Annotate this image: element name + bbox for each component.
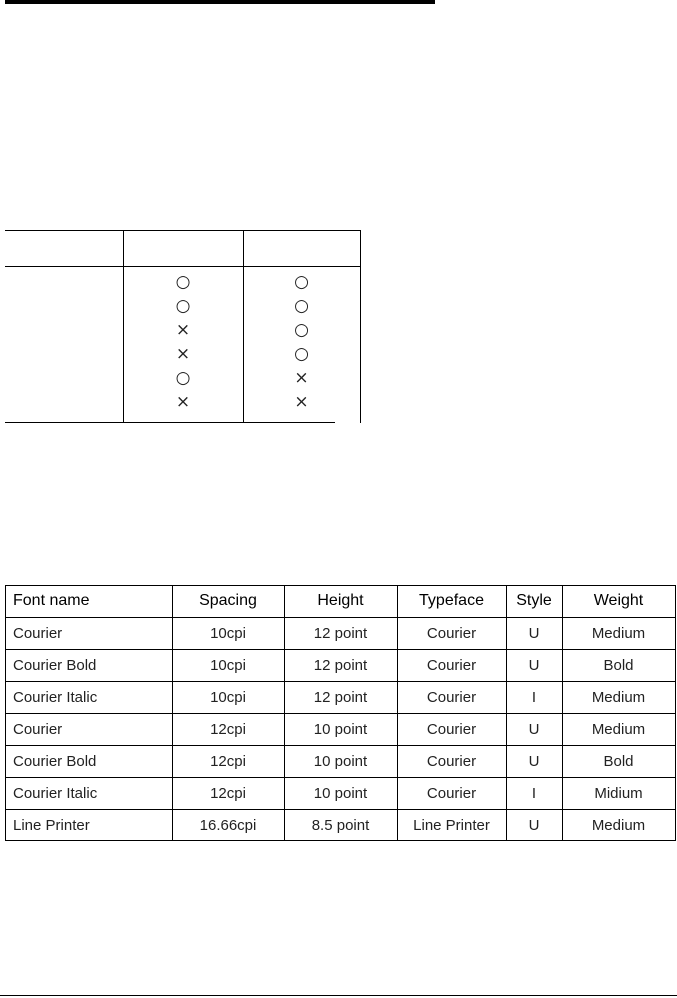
bottom-rule <box>0 995 677 996</box>
mark-table-row <box>5 390 361 414</box>
cell-spacing: 10cpi <box>210 656 246 674</box>
circle-mark: ○ <box>175 368 191 388</box>
cross-mark: × <box>294 392 309 412</box>
row-label <box>5 318 123 342</box>
circle-mark: ○ <box>294 272 309 292</box>
cell-style: U <box>528 720 540 738</box>
row-label <box>5 366 123 390</box>
font-table-row <box>5 681 676 713</box>
header-style: Style <box>516 592 552 609</box>
cell-font-name: Courier Bold <box>13 656 97 674</box>
cell-spacing: 10cpi <box>210 688 246 706</box>
font-table-row <box>5 745 676 777</box>
cell-spacing: 12cpi <box>210 752 246 770</box>
cell-spacing: 16.66cpi <box>199 816 257 834</box>
mark-table-header-cell <box>5 236 123 260</box>
cell-weight: Medium <box>591 720 646 738</box>
font-table-row <box>5 809 676 841</box>
mark-table-header-cell <box>123 236 243 260</box>
cell-style: U <box>528 624 540 642</box>
cell-height: 12 point <box>313 624 368 642</box>
mark-table-row <box>5 270 361 294</box>
cell-typeface: Courier <box>426 656 477 674</box>
row-label <box>5 294 123 318</box>
mark-table-header-cell <box>243 236 360 260</box>
cell-font-name: Courier <box>13 624 63 642</box>
cell-font-name: Courier Italic <box>13 784 98 802</box>
mark-table-row <box>5 294 361 318</box>
cell-spacing: 12cpi <box>210 784 246 802</box>
cell-style: U <box>528 816 540 834</box>
cell-style: U <box>528 656 540 674</box>
cell-height: 8.5 point <box>311 816 370 834</box>
cross-mark: × <box>294 368 309 388</box>
cell-height: 10 point <box>313 752 368 770</box>
cross-mark: × <box>175 320 191 340</box>
cell-typeface: Courier <box>426 688 477 706</box>
header-height: Height <box>317 592 364 609</box>
cell-height: 12 point <box>313 688 368 706</box>
cell-spacing: 10cpi <box>210 624 246 642</box>
cell-weight: Bold <box>603 656 634 674</box>
cell-weight: Medium <box>591 688 646 706</box>
mark-table-top-border <box>5 230 361 231</box>
cell-typeface: Line Printer <box>413 816 490 834</box>
row-label <box>5 270 123 294</box>
header-typeface: Typeface <box>419 592 484 609</box>
mark-table-header-row <box>5 236 361 260</box>
cell-font-name: Line Printer <box>13 816 90 834</box>
mark-table-row <box>5 342 361 366</box>
mark-table <box>5 230 361 423</box>
cell-weight: Bold <box>603 752 634 770</box>
top-rule <box>5 0 435 4</box>
cell-style: I <box>531 688 537 706</box>
font-table-row <box>5 649 676 681</box>
circle-mark: ○ <box>294 296 309 316</box>
cell-weight: Medium <box>591 816 646 834</box>
cell-typeface: Courier <box>426 784 477 802</box>
row-label <box>5 390 123 414</box>
cell-font-name: Courier Italic <box>13 688 98 706</box>
cell-height: 10 point <box>313 784 368 802</box>
header-weight: Weight <box>593 592 644 609</box>
circle-mark: ○ <box>294 320 309 340</box>
circle-mark: ○ <box>175 272 191 292</box>
cell-height: 10 point <box>313 720 368 738</box>
font-table-row <box>5 617 676 649</box>
cell-typeface: Courier <box>426 720 477 738</box>
mark-table-bottom-border <box>5 422 335 423</box>
cell-weight: Midium <box>594 784 643 802</box>
cross-mark: × <box>175 344 191 364</box>
header-font-name: Font name <box>13 592 90 609</box>
circle-mark: ○ <box>294 344 309 364</box>
row-label <box>5 342 123 366</box>
cross-mark: × <box>175 392 191 412</box>
cell-typeface: Courier <box>426 624 477 642</box>
font-table <box>5 585 676 841</box>
font-table-header-row <box>5 585 676 617</box>
cell-spacing: 12cpi <box>210 720 246 738</box>
cell-typeface: Courier <box>426 752 477 770</box>
mark-table-row <box>5 318 361 342</box>
cell-weight: Medium <box>591 624 646 642</box>
font-table-row <box>5 777 676 809</box>
circle-mark: ○ <box>175 296 191 316</box>
cell-style: I <box>531 784 537 802</box>
cell-font-name: Courier <box>13 720 63 738</box>
font-table-row <box>5 713 676 745</box>
mark-table-row <box>5 366 361 390</box>
header-spacing: Spacing <box>199 592 257 609</box>
cell-height: 12 point <box>313 656 368 674</box>
cell-style: U <box>528 752 540 770</box>
cell-font-name: Courier Bold <box>13 752 97 770</box>
mark-table-header-border <box>5 266 361 267</box>
